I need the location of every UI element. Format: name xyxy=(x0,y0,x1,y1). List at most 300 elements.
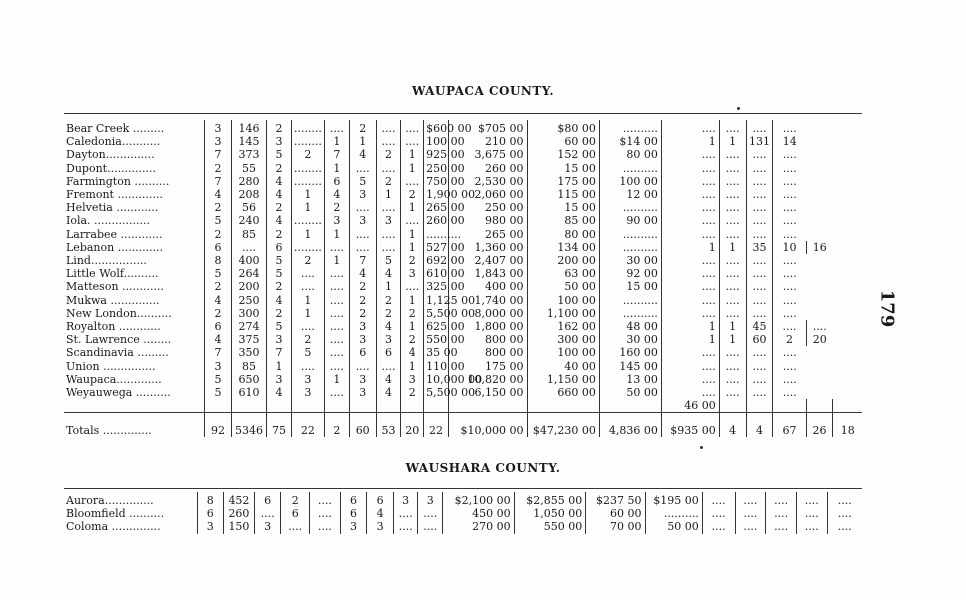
table-row xyxy=(64,201,862,214)
empty-cell xyxy=(349,399,376,413)
table-cell: 85 xyxy=(231,228,266,241)
table-cell: 30 00 xyxy=(599,254,661,267)
table-cell: .......... xyxy=(424,228,449,241)
table-cell: 4 xyxy=(205,333,232,346)
table-cell: .... xyxy=(827,492,862,507)
table-cell: 610 00 xyxy=(424,267,449,280)
table-cell: .... xyxy=(661,120,719,135)
table-cell: .... xyxy=(324,120,349,135)
table-cell: 56 xyxy=(231,201,266,214)
table-cell: .... xyxy=(766,492,797,507)
table-cell: 5 xyxy=(205,373,232,386)
table-cell: .......... xyxy=(599,162,661,175)
table-cell: 3 xyxy=(267,333,292,346)
town-name-cell: Royalton ............ xyxy=(66,320,161,334)
table-cell: .... xyxy=(324,307,349,320)
table-cell: .... xyxy=(661,386,719,399)
table-cell: 3 xyxy=(349,373,376,386)
empty-cell xyxy=(231,399,266,413)
table-cell: .... xyxy=(773,360,806,373)
table-cell: 5 xyxy=(267,148,292,161)
table-cell: .... xyxy=(401,214,424,227)
table-cell: ........ xyxy=(291,120,324,135)
empty-cell xyxy=(401,399,424,413)
table-cell: 400 xyxy=(231,254,266,267)
table-cell: .... xyxy=(324,320,349,333)
table-cell: .... xyxy=(773,254,806,267)
table-cell: 6 xyxy=(340,492,367,507)
town-name-cell: Fremont ............. xyxy=(66,188,163,202)
table-cell: .... xyxy=(661,307,719,320)
empty-cell xyxy=(376,399,401,413)
table-cell: 4 xyxy=(376,320,401,333)
table-cell: 50 00 xyxy=(645,520,702,533)
table-cell: 3 xyxy=(267,373,292,386)
table-cell: .... xyxy=(324,267,349,280)
table-cell: 4 xyxy=(349,267,376,280)
table-cell: 2 xyxy=(281,492,310,507)
table-cell: 2 xyxy=(376,175,401,188)
table-row xyxy=(64,507,862,520)
table-cell: 7 xyxy=(205,346,232,359)
table-cell: .... xyxy=(418,507,443,520)
table-cell: .... xyxy=(746,386,773,399)
page-number: 179 xyxy=(876,289,898,328)
table-cell: 3 xyxy=(205,120,232,135)
waushara-table xyxy=(64,492,862,534)
table-cell: 175 00 xyxy=(448,360,527,373)
table-cell: 6 xyxy=(267,241,292,254)
table-cell: .... xyxy=(773,346,806,359)
table-cell: $237 50 xyxy=(586,492,645,507)
table-cell: 1,150 00 xyxy=(527,373,599,386)
table-cell: .... xyxy=(773,228,806,241)
town-name-cell: Coloma .............. xyxy=(66,520,161,534)
table-row xyxy=(64,280,862,293)
table-cell: 2 xyxy=(291,148,324,161)
totals-cell: 60 xyxy=(349,413,376,438)
table-cell: 55 xyxy=(231,162,266,175)
table-cell: 692 00 xyxy=(424,254,449,267)
totals-cell: 92 xyxy=(205,413,232,438)
table-cell: .... xyxy=(735,520,766,533)
table-cell: 2 xyxy=(376,307,401,320)
waushara-county-title: WAUSHARA COUNTY. xyxy=(405,461,561,475)
table-cell: 265 00 xyxy=(424,201,449,214)
table-cell: 2,407 00 xyxy=(448,254,527,267)
table-cell: 10 xyxy=(773,241,806,254)
table-row xyxy=(64,333,862,346)
town-name-cell: Scandinavia ......... xyxy=(66,346,169,360)
table-row xyxy=(64,492,862,507)
table-cell: 2,530 00 xyxy=(448,175,527,188)
table-cell: .... xyxy=(746,201,773,214)
table-cell: .... xyxy=(291,360,324,373)
table-cell: .... xyxy=(719,254,746,267)
waupaca-county-title: WAUPACA COUNTY. xyxy=(411,84,555,98)
table-cell: .... xyxy=(310,507,341,520)
table-cell: 3 xyxy=(367,520,394,533)
table-cell: 6 xyxy=(197,507,224,520)
table-cell: .... xyxy=(773,267,806,280)
table-cell: 3 xyxy=(197,520,224,533)
empty-cell xyxy=(291,399,324,413)
table-cell: 4 xyxy=(205,188,232,201)
table-cell: 4 xyxy=(267,188,292,201)
table-cell: .... xyxy=(418,520,443,533)
table-cell: .... xyxy=(324,346,349,359)
table-cell: 1,800 00 xyxy=(448,320,527,333)
empty-cell xyxy=(448,399,527,413)
town-name-cell: Dupont.............. xyxy=(66,161,157,175)
table-cell: 145 xyxy=(231,135,266,148)
table-cell: 1 xyxy=(719,333,746,346)
table-cell: .......... xyxy=(599,294,661,307)
table-cell: 3 xyxy=(205,135,232,148)
table-row xyxy=(64,520,862,533)
table-cell: ........ xyxy=(291,175,324,188)
table-cell: $2,100 00 xyxy=(442,492,514,507)
table-cell: 100 00 xyxy=(527,346,599,359)
table-cell: 2 xyxy=(401,307,424,320)
table-cell: 8 xyxy=(205,254,232,267)
table-cell: 1 xyxy=(401,148,424,161)
table-cell: .... xyxy=(773,320,806,333)
table-cell: 6 xyxy=(349,346,376,359)
table-cell: 2 xyxy=(267,280,292,293)
table-cell: .... xyxy=(719,267,746,280)
table-cell: .... xyxy=(376,120,401,135)
table-cell: 2 xyxy=(401,254,424,267)
table-cell: 3 xyxy=(349,333,376,346)
table-cell: 6 xyxy=(340,507,367,520)
table-cell: 6 xyxy=(281,507,310,520)
table-cell: .... xyxy=(719,148,746,161)
table-cell: 3 xyxy=(254,520,281,533)
table-cell: 1 xyxy=(401,162,424,175)
table-cell: 2 xyxy=(291,254,324,267)
table-cell: 7 xyxy=(205,175,232,188)
table-row xyxy=(64,294,862,307)
table-cell: .... xyxy=(401,280,424,293)
empty-cell xyxy=(324,399,349,413)
empty-cell xyxy=(527,399,599,413)
table-cell: $80 00 xyxy=(527,120,599,135)
table-cell: 1 xyxy=(291,188,324,201)
table-cell: 4 xyxy=(376,386,401,399)
table-cell: .... xyxy=(766,507,797,520)
table-cell: .... xyxy=(735,507,766,520)
table-cell: .... xyxy=(773,373,806,386)
table-row xyxy=(64,120,862,135)
table-cell: .......... xyxy=(599,120,661,135)
table-cell: .... xyxy=(376,162,401,175)
town-name-cell: Iola. ................ xyxy=(66,214,150,228)
totals-cell: 22 xyxy=(424,413,449,438)
ink-speck xyxy=(700,446,703,449)
totals-cell: 5346 xyxy=(231,413,266,438)
table-cell: 4 xyxy=(376,373,401,386)
table-cell: 2 xyxy=(376,148,401,161)
table-cell: 452 xyxy=(224,492,255,507)
table-cell: 1 xyxy=(324,162,349,175)
table-cell: 625 00 xyxy=(424,320,449,333)
table-cell: 20 xyxy=(806,333,833,346)
table-cell: 80 00 xyxy=(599,148,661,161)
empty-cell xyxy=(833,399,862,413)
totals-cell: 20 xyxy=(401,413,424,438)
table-cell: 1 xyxy=(376,280,401,293)
table-cell: .... xyxy=(735,492,766,507)
table-cell: .... xyxy=(719,360,746,373)
table-cell: 1,050 00 xyxy=(514,507,586,520)
table-cell: 660 00 xyxy=(527,386,599,399)
totals-cell: 2 xyxy=(324,413,349,438)
table-row xyxy=(64,241,862,254)
table-cell: .... xyxy=(719,307,746,320)
totals-cell: 75 xyxy=(267,413,292,438)
table-cell: .... xyxy=(719,280,746,293)
table-cell: 925 00 xyxy=(424,148,449,161)
town-name-cell: Bear Creek ......... xyxy=(66,122,165,135)
table-cell: 3 xyxy=(340,520,367,533)
table-cell: 1 xyxy=(401,320,424,333)
table-cell: 1 xyxy=(719,320,746,333)
totals-cell: $935 00 xyxy=(661,413,719,438)
table-cell: 1 xyxy=(324,373,349,386)
table-cell: .... xyxy=(661,214,719,227)
table-cell: 350 xyxy=(231,346,266,359)
table-cell: 46 00 xyxy=(661,399,719,413)
table-cell: 400 00 xyxy=(448,280,527,293)
totals-cell: 67 xyxy=(773,413,806,438)
table-cell: 1 xyxy=(324,228,349,241)
table-cell: 5 xyxy=(291,346,324,359)
table-cell: 260 xyxy=(224,507,255,520)
totals-cell: 4 xyxy=(746,413,773,438)
table-cell: 1 xyxy=(661,320,719,333)
table-cell: 4 xyxy=(324,188,349,201)
table-cell: .... xyxy=(661,228,719,241)
table-cell: .... xyxy=(746,120,773,135)
table-cell: .... xyxy=(661,201,719,214)
table-cell: .... xyxy=(773,201,806,214)
table-cell: .... xyxy=(324,386,349,399)
table-row xyxy=(64,188,862,201)
table-cell: 2 xyxy=(376,294,401,307)
table-cell: 1 xyxy=(401,241,424,254)
table-cell: .... xyxy=(324,360,349,373)
town-name-cell: Little Wolf.......... xyxy=(66,267,159,281)
table-cell: 15 00 xyxy=(527,162,599,175)
table-cell: 550 00 xyxy=(514,520,586,533)
town-name-cell: Dayton.............. xyxy=(66,148,155,162)
table-cell: 8 xyxy=(197,492,224,507)
table-cell: 1,125 00 xyxy=(424,294,449,307)
table-cell: 3 xyxy=(376,214,401,227)
table-cell: 610 xyxy=(231,386,266,399)
table-cell: 300 xyxy=(231,307,266,320)
table-cell: .... xyxy=(773,280,806,293)
table-cell: .... xyxy=(393,520,418,533)
totals-cell: 4 xyxy=(719,413,746,438)
table-cell: .......... xyxy=(599,228,661,241)
table-row xyxy=(64,373,862,386)
ink-speck xyxy=(737,107,740,110)
table-cell: 210 00 xyxy=(448,135,527,148)
town-name-cell: Waupaca............. xyxy=(66,372,162,386)
table-cell: 2 xyxy=(267,307,292,320)
table-cell: 6 xyxy=(205,241,232,254)
empty-cell xyxy=(205,399,232,413)
table-cell: 4 xyxy=(376,267,401,280)
table-cell: 3 xyxy=(401,267,424,280)
table-cell: 2 xyxy=(401,333,424,346)
table-cell: .......... xyxy=(599,201,661,214)
table-cell: 90 00 xyxy=(599,214,661,227)
table-cell: 5,500 00 xyxy=(424,307,449,320)
table-cell: .... xyxy=(766,520,797,533)
town-name-cell: St. Lawrence ........ xyxy=(66,333,172,347)
table-cell: 85 00 xyxy=(527,214,599,227)
table-cell: .... xyxy=(827,520,862,533)
table-cell: 1,900 00 xyxy=(424,188,449,201)
table-cell: .... xyxy=(401,120,424,135)
table-cell: 1,360 00 xyxy=(448,241,527,254)
table-cell: 2 xyxy=(773,333,806,346)
table-cell: 2 xyxy=(267,120,292,135)
table-cell: 146 xyxy=(231,120,266,135)
table-cell: .... xyxy=(773,188,806,201)
table-cell: .... xyxy=(661,188,719,201)
town-name-cell: Bloomfield .......... xyxy=(66,507,165,521)
table-cell: .... xyxy=(291,320,324,333)
table-cell: .... xyxy=(719,228,746,241)
table-cell: .... xyxy=(661,280,719,293)
table-cell: 2 xyxy=(205,162,232,175)
table-cell: 260 00 xyxy=(424,214,449,227)
table-cell: 800 00 xyxy=(448,333,527,346)
table-cell: 5 xyxy=(205,267,232,280)
table-cell: 270 00 xyxy=(442,520,514,533)
table-cell: .... xyxy=(827,507,862,520)
table-cell: 30 00 xyxy=(599,333,661,346)
table-cell: 6 xyxy=(205,320,232,333)
empty-cell xyxy=(806,399,833,413)
table-cell: 3 xyxy=(349,320,376,333)
table-cell: 250 00 xyxy=(448,201,527,214)
table-cell: .... xyxy=(349,360,376,373)
table-cell: .... xyxy=(719,120,746,135)
table-cell: 5 xyxy=(267,320,292,333)
table-cell: .... xyxy=(746,307,773,320)
table-cell: .... xyxy=(324,294,349,307)
table-cell: .......... xyxy=(599,307,661,320)
table-row xyxy=(64,307,862,320)
empty-cell xyxy=(64,399,205,413)
table-cell: .... xyxy=(324,333,349,346)
empty-cell xyxy=(599,399,661,413)
table-cell: .... xyxy=(291,267,324,280)
totals-cell: 4,836 00 xyxy=(599,413,661,438)
empty-cell xyxy=(773,399,806,413)
table-cell: 134 00 xyxy=(527,241,599,254)
table-cell: 5 xyxy=(205,386,232,399)
table-row xyxy=(64,162,862,175)
table-cell: 527 00 xyxy=(424,241,449,254)
table-cell: .... xyxy=(719,201,746,214)
table-cell: 2 xyxy=(349,307,376,320)
table-cell: .... xyxy=(746,188,773,201)
table-cell: 2 xyxy=(324,201,349,214)
table-cell: 63 00 xyxy=(527,267,599,280)
table-cell: 5 xyxy=(376,254,401,267)
table-cell: .... xyxy=(661,148,719,161)
table-cell: .... xyxy=(773,162,806,175)
totals-row xyxy=(64,413,862,438)
table-cell: 3 xyxy=(324,214,349,227)
table-cell: 1 xyxy=(291,307,324,320)
table-cell: 2 xyxy=(205,228,232,241)
table-cell: 7 xyxy=(205,148,232,161)
town-name-cell: Mukwa .............. xyxy=(66,293,160,307)
table-cell: .... xyxy=(324,280,349,293)
table-cell: 85 xyxy=(231,360,266,373)
table-cell: 5 xyxy=(267,267,292,280)
table-cell: .... xyxy=(376,135,401,148)
table-cell: .... xyxy=(746,294,773,307)
table-cell: 15 00 xyxy=(599,280,661,293)
table-cell: .... xyxy=(746,228,773,241)
town-name-cell: New London.......... xyxy=(66,306,172,320)
table-cell: .... xyxy=(746,214,773,227)
table-cell: 12 00 xyxy=(599,188,661,201)
table-cell: 80 00 xyxy=(527,228,599,241)
table-cell: .... xyxy=(719,386,746,399)
table-cell: .... xyxy=(719,162,746,175)
table-row xyxy=(64,135,862,148)
waupaca-top-rule xyxy=(64,113,862,114)
table-cell: 1 xyxy=(401,360,424,373)
table-cell: 1 xyxy=(291,201,324,214)
table-cell: 131 xyxy=(746,135,773,148)
table-cell: 8,000 00 xyxy=(448,307,527,320)
table-cell: .... xyxy=(719,188,746,201)
table-cell: 2 xyxy=(401,188,424,201)
table-cell: .... xyxy=(281,520,310,533)
table-cell: 450 00 xyxy=(442,507,514,520)
table-cell: 2 xyxy=(349,280,376,293)
table-cell: 1 xyxy=(324,254,349,267)
table-cell: 2 xyxy=(349,294,376,307)
town-name-cell: Helvetia ............ xyxy=(66,201,159,215)
table-cell: .... xyxy=(719,294,746,307)
table-cell: .... xyxy=(773,120,806,135)
town-name-cell: Union ............... xyxy=(66,359,156,373)
table-cell: 4 xyxy=(205,294,232,307)
table-cell: .... xyxy=(702,492,735,507)
table-row xyxy=(64,346,862,359)
table-cell: 7 xyxy=(324,148,349,161)
table-row xyxy=(64,386,862,399)
table-cell: 1 xyxy=(719,241,746,254)
table-cell: 200 00 xyxy=(527,254,599,267)
empty-cell xyxy=(746,399,773,413)
table-cell: 3,675 00 xyxy=(448,148,527,161)
table-row xyxy=(64,360,862,373)
table-cell: 100 00 xyxy=(527,294,599,307)
table-cell: .... xyxy=(393,507,418,520)
